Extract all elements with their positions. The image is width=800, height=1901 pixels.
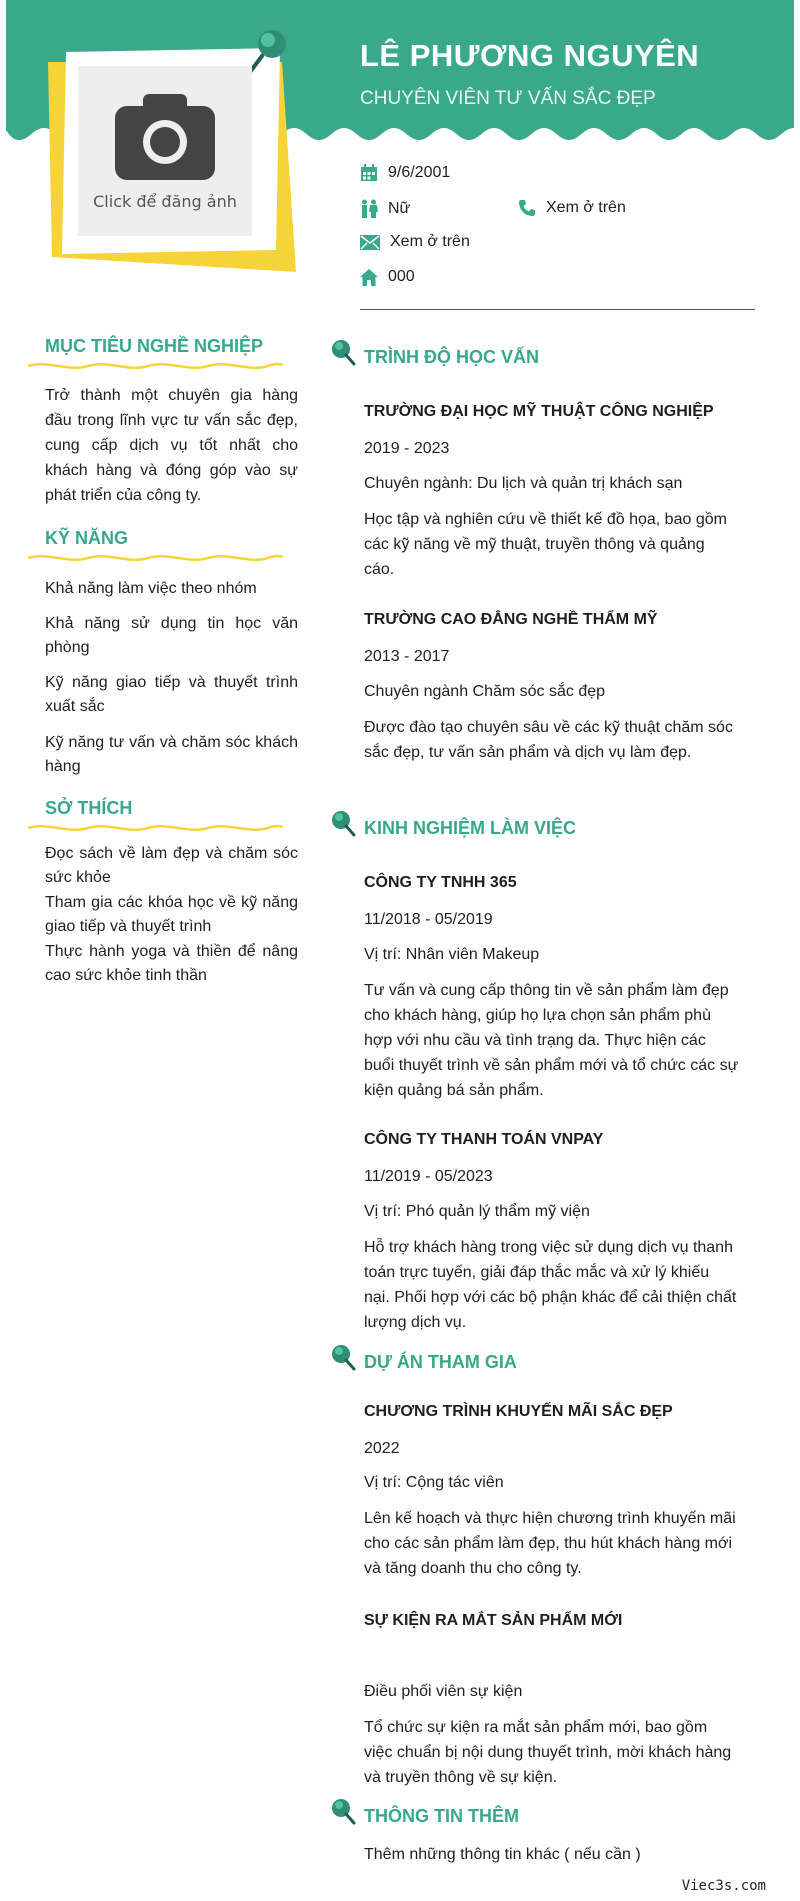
wavy-underline	[28, 822, 283, 834]
contact-phone[interactable]	[518, 199, 626, 217]
job-title[interactable]: CHUYÊN VIÊN TƯ VẤN SẮC ĐẸP	[360, 88, 656, 109]
camera-icon	[113, 92, 217, 182]
pin-icon	[330, 1797, 356, 1825]
project-year[interactable]: 2022	[364, 1440, 400, 1457]
photo-upload-label: Click để đăng ảnh	[93, 191, 237, 211]
school-name[interactable]: TRƯỜNG ĐẠI HỌC MỸ THUẬT CÔNG NGHIỆP	[364, 403, 714, 420]
extra-text[interactable]: Thêm những thông tin khác ( nếu cần )	[364, 1846, 641, 1863]
address-value: 000	[388, 268, 415, 285]
education-period[interactable]: 2019 - 2023	[364, 440, 450, 457]
objective-title[interactable]: MỤC TIÊU NGHỀ NGHIỆP	[45, 336, 264, 356]
home-icon	[360, 269, 378, 286]
education-major[interactable]: Chuyên ngành: Du lịch và quản trị khách sạn	[364, 475, 683, 492]
hobby-item[interactable]: Tham gia các khóa học về kỹ năng giao tiếp và thuyết trình	[45, 894, 298, 935]
experience-period[interactable]: 11/2019 - 05/2023	[364, 1168, 493, 1185]
education-desc[interactable]: Học tập và nghiên cứu về thiết kế đồ họa, bao gồm các kỹ năng về mỹ thuật, truyền thông và quảng cáo.	[364, 511, 727, 578]
extra-title[interactable]: THÔNG TIN THÊM	[364, 1806, 519, 1826]
photo-upload[interactable]	[78, 66, 252, 236]
hobby-item[interactable]: Đọc sách về làm đẹp và chăm sóc sức khỏe	[45, 845, 298, 886]
experience-period[interactable]: 11/2018 - 05/2019	[364, 911, 493, 928]
pin-icon	[330, 809, 356, 837]
hobbies-title[interactable]: SỞ THÍCH	[45, 798, 133, 818]
skill-item[interactable]: Khả năng làm việc theo nhóm	[45, 580, 257, 597]
project-position[interactable]: Vị trí: Cộng tác viên	[364, 1474, 504, 1491]
project-position[interactable]: Điều phối viên sự kiện	[364, 1683, 523, 1700]
pin-icon	[330, 338, 356, 366]
skill-item[interactable]: Khả năng sử dụng tin học văn phòng	[45, 615, 298, 656]
project-name[interactable]: SỰ KIỆN RA MẮT SẢN PHẨM MỚI	[364, 1612, 623, 1629]
wavy-underline	[28, 360, 283, 372]
calendar-icon	[360, 164, 378, 182]
contact-address[interactable]	[360, 268, 415, 286]
contact-birthday[interactable]	[360, 164, 450, 182]
phone-value: Xem ở trên	[546, 199, 626, 216]
contact-divider	[360, 309, 755, 310]
education-title[interactable]: TRÌNH ĐỘ HỌC VẤN	[364, 347, 539, 367]
company-name[interactable]: CÔNG TY TNHH 365	[364, 874, 517, 891]
education-major[interactable]: Chuyên ngành Chăm sóc sắc đẹp	[364, 683, 606, 700]
project-desc[interactable]: Tổ chức sự kiện ra mắt sản phẩm mới, bao gồm việc chuẩn bị nội dung thuyết trình, mời khách hàng và truyền thông về sự kiện.	[364, 1719, 732, 1786]
email-value: Xem ở trên	[390, 233, 470, 250]
experience-title[interactable]: KINH NGHIỆM LÀM VIỆC	[364, 818, 577, 838]
objective-text[interactable]: Trở thành một chuyên gia hàng đầu trong lĩnh vực tư vấn sắc đẹp, cung cấp dịch vụ tốt nhất cho khách hàng và đóng góp vào sự phát triển của công ty.	[45, 387, 298, 504]
projects-title[interactable]: DỰ ÁN THAM GIA	[364, 1352, 517, 1372]
pin-icon	[330, 1343, 356, 1371]
experience-desc[interactable]: Hỗ trợ khách hàng trong việc sử dụng dịch vụ thanh toán trực tuyến, giải đáp thắc mắc và xử lý khiếu nại. Phối hợp với các bộ phận khác để cải thiện chất lượng dịch vụ.	[364, 1239, 737, 1331]
skill-item[interactable]: Kỹ năng giao tiếp và thuyết trình xuất sắc	[45, 674, 298, 715]
contact-gender[interactable]	[360, 199, 410, 219]
birthday-value: 9/6/2001	[388, 164, 451, 181]
experience-position[interactable]: Vị trí: Phó quản lý thẩm mỹ viện	[364, 1203, 590, 1220]
school-name[interactable]: TRƯỜNG CAO ĐẲNG NGHỀ THẨM MỸ	[364, 611, 658, 628]
gender-icon	[360, 199, 378, 219]
contact-email[interactable]	[360, 233, 470, 251]
gender-value: Nữ	[388, 200, 411, 217]
skill-item[interactable]: Kỹ năng tư vấn và chăm sóc khách hàng	[45, 734, 298, 775]
phone-icon	[518, 199, 536, 217]
experience-desc[interactable]: Tư vấn và cung cấp thông tin về sản phẩm làm đẹp cho khách hàng, giúp họ lựa chọn sản phẩm phù hợp với nhu cầu và tình trạng da. Thực hiện các buổi thuyết trình về sản phẩm mới và tổ chức các sự kiện quảng bá sản phẩm.	[364, 982, 739, 1099]
wavy-underline	[28, 552, 283, 564]
email-icon	[360, 235, 380, 250]
skills-title[interactable]: KỸ NĂNG	[45, 528, 129, 548]
company-name[interactable]: CÔNG TY THANH TOÁN VNPAY	[364, 1131, 604, 1148]
education-period[interactable]: 2013 - 2017	[364, 648, 450, 665]
project-desc[interactable]: Lên kế hoạch và thực hiện chương trình khuyến mãi cho các sản phẩm làm đẹp, thu hút khách hàng mới và tăng doanh thu cho công ty.	[364, 1510, 736, 1577]
hobby-item[interactable]: Thực hành yoga và thiền để nâng cao sức khỏe tinh thần	[45, 943, 298, 984]
candidate-name[interactable]: LÊ PHƯƠNG NGUYÊN	[360, 38, 700, 73]
watermark: Viec3s.com	[681, 1878, 766, 1894]
project-name[interactable]: CHƯƠNG TRÌNH KHUYẾN MÃI SẮC ĐẸP	[364, 1403, 673, 1420]
experience-position[interactable]: Vị trí: Nhân viên Makeup	[364, 946, 540, 963]
education-desc[interactable]: Được đào tạo chuyên sâu về các kỹ thuật chăm sóc sắc đẹp, tư vấn sản phẩm và dịch vụ làm đẹp.	[364, 719, 733, 761]
